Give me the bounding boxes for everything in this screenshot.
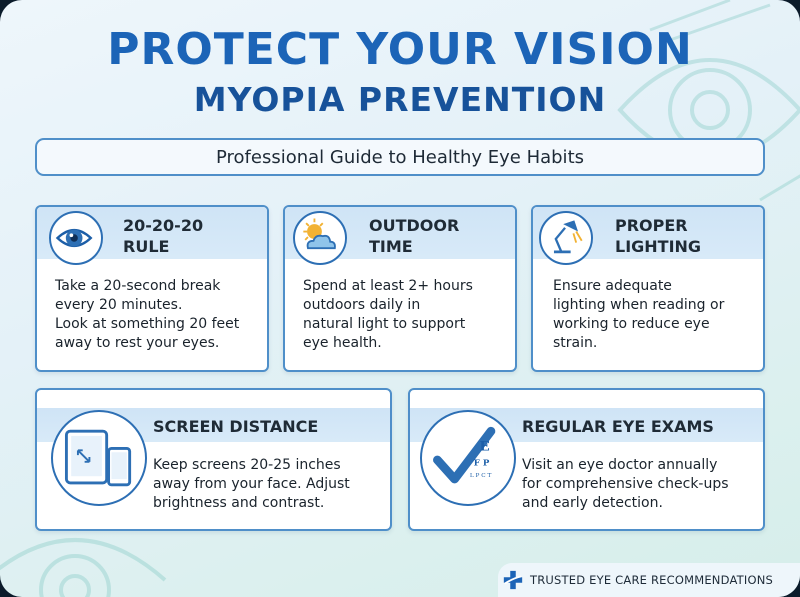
card-text-line: every 20 minutes. xyxy=(55,297,183,313)
sun-cloud-icon xyxy=(295,213,345,263)
icon-badge xyxy=(539,211,593,265)
card-20-20-20-rule xyxy=(35,205,269,372)
card-text-line: strain. xyxy=(553,335,598,351)
card-text-line: away from your face. Adjust xyxy=(153,476,350,492)
card-title-line: LIGHTING xyxy=(615,237,702,256)
card-title-line: TIME xyxy=(369,237,413,256)
card-text-line: Ensure adequate xyxy=(553,278,672,294)
chart-row-2: F P xyxy=(473,458,490,469)
card-text-line: away to rest your eyes. xyxy=(55,335,220,351)
footer-badge xyxy=(498,563,800,597)
eye-icon xyxy=(51,213,101,263)
card-proper-lighting xyxy=(531,205,765,372)
card-text-line: and early detection. xyxy=(522,495,663,511)
footer-label: TRUSTED EYE CARE RECOMMENDATIONS xyxy=(530,573,774,587)
background-eye-icon xyxy=(0,520,175,597)
card-text-line: Visit an eye doctor annually xyxy=(522,457,718,473)
icon-badge xyxy=(51,410,147,506)
card-text-line: eye health. xyxy=(303,335,382,351)
card-outdoor-time xyxy=(283,205,517,372)
devices-icon xyxy=(53,412,145,504)
card-title: SCREEN DISTANCE xyxy=(153,417,319,436)
card-title-line: OUTDOOR xyxy=(369,216,460,235)
card-text-line: for comprehensive check-ups xyxy=(522,476,729,492)
card-regular-eye-exams xyxy=(408,388,765,531)
card-text-line: lighting when reading or xyxy=(553,297,725,313)
desk-lamp-icon xyxy=(541,213,591,263)
card-title-line: PROPER xyxy=(615,216,688,235)
card-text-line: brightness and contrast. xyxy=(153,495,325,511)
card-text-line: Spend at least 2+ hours xyxy=(303,278,473,294)
chart-row-3: L P C T xyxy=(469,473,492,480)
icon-badge xyxy=(49,211,103,265)
card-text-line: working to reduce eye xyxy=(553,316,710,332)
icon-badge xyxy=(293,211,347,265)
card-title-line: RULE xyxy=(123,237,170,256)
card-text-line: outdoors daily in xyxy=(303,297,421,313)
eye-chart-check-icon xyxy=(422,412,514,504)
card-title: REGULAR EYE EXAMS xyxy=(522,417,714,436)
card-title-line: 20-20-20 xyxy=(123,216,204,235)
guide-banner xyxy=(35,138,765,176)
card-text-line: natural light to support xyxy=(303,316,466,332)
guide-label: Professional Guide to Healthy Eye Habits xyxy=(216,146,584,168)
chart-row-1: E xyxy=(479,438,490,455)
card-text-line: Keep screens 20-25 inches xyxy=(153,457,341,473)
page-subtitle: MYOPIA PREVENTION xyxy=(193,80,607,119)
card-text-line: Take a 20-second break xyxy=(55,278,221,294)
card-screen-distance xyxy=(35,388,392,531)
card-text-line: Look at something 20 feet xyxy=(55,316,240,332)
medical-cross-icon xyxy=(502,569,524,591)
page-title: PROTECT YOUR VISION xyxy=(107,24,693,75)
icon-badge xyxy=(420,410,516,506)
